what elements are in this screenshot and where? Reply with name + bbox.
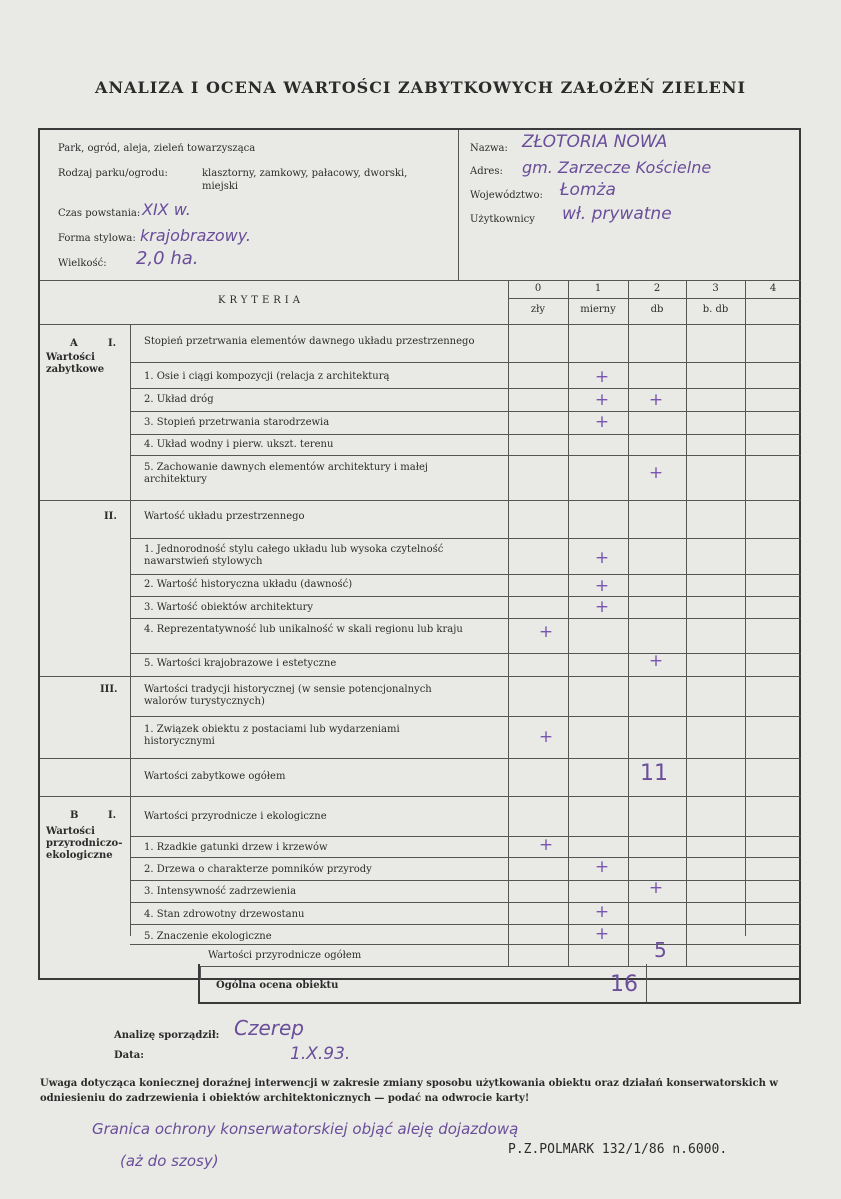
row-line — [130, 434, 801, 435]
a1-row-1: 1. Osie i ciągi kompozycji (relacja z architekturą — [144, 371, 390, 382]
col-line — [646, 964, 647, 1002]
woj-label: Województwo: — [470, 190, 543, 201]
score-label-1: mierny — [580, 304, 616, 315]
section-a-roman-3: III. — [100, 684, 118, 695]
row-line — [40, 796, 801, 797]
uzyt-label: Użytkownicy — [470, 214, 535, 225]
section-a-roman-2: II. — [104, 511, 117, 522]
section-b-roman-1: I. — [108, 810, 117, 821]
row-line — [130, 388, 801, 389]
col-line — [568, 280, 569, 966]
score-label-3: b. db — [702, 304, 729, 315]
row-line — [40, 676, 801, 677]
col-line — [745, 280, 746, 936]
score-label-0: zły — [530, 304, 546, 315]
section-b-tag: B — [70, 810, 79, 821]
a1-row-4: 4. Układ wodny i pierw. ukszt. terenu — [144, 439, 334, 450]
row-line — [130, 618, 801, 619]
park-type-line: Park, ogród, aleja, zieleń towarzysząca — [58, 143, 256, 154]
kryteria-label: KRYTERIA — [218, 295, 304, 306]
a1-row-3: 3. Stopień przetrwania starodrzewia — [144, 417, 330, 428]
a-total-label: Wartości zabytkowe ogółem — [144, 771, 286, 782]
wielkosc-label: Wielkość: — [58, 258, 107, 269]
mark-a2-4: + — [538, 622, 554, 642]
a2-title: Wartość układu przestrzennego — [144, 511, 305, 522]
mark-a2-1: + — [594, 548, 610, 568]
mark-a1-2: + — [594, 390, 610, 410]
a2-row-1: 1. Jednorodność stylu całego układu lub wysoka czytelność nawarstwień stylowych — [144, 544, 444, 567]
nazwa-label: Nazwa: — [470, 143, 508, 154]
uzyt-value: wł. prywatne — [562, 204, 672, 224]
b-total-label: Wartości przyrodnicze ogółem — [208, 950, 362, 961]
row-line — [40, 758, 801, 759]
section-b-name: Wartości przyrodniczo-ekologiczne — [46, 826, 123, 861]
score-0: 0 — [534, 283, 542, 294]
rodzaj-label: Rodzaj parku/ogrodu: — [58, 168, 168, 179]
rodzaj-options: klasztorny, zamkowy, pałacowy, dworski, — [202, 168, 408, 179]
row-line — [130, 716, 801, 717]
a2-row-5: 5. Wartości krajobrazowe i estetyczne — [144, 658, 337, 669]
mark-a1-2b: + — [648, 390, 664, 410]
overall-value: 16 — [610, 972, 638, 997]
a1-title: Stopień przetrwania elementów dawnego układu przestrzennego — [144, 336, 475, 347]
section-a-name: Wartości zabytkowe — [46, 352, 105, 375]
mark-a2-5: + — [648, 651, 664, 671]
data-value: 1.X.93. — [290, 1044, 351, 1064]
section-col-line — [130, 324, 131, 936]
row-line — [40, 500, 801, 501]
forma-value: krajobrazowy. — [140, 226, 252, 245]
section-a-roman-1: I. — [108, 338, 117, 349]
b-total-value: 5 — [654, 938, 667, 962]
data-label: Data: — [114, 1050, 144, 1061]
a3-row-1: 1. Związek obiektu z postaciami lub wydarzeniami historycznymi — [144, 724, 400, 747]
divider — [458, 130, 459, 280]
b-row-1: 1. Rzadkie gatunki drzew i krzewów — [144, 842, 328, 853]
handwritten-note-1: Granica ochrony konserwatorskiej objąć aleję dojazdową — [92, 1120, 519, 1138]
form-title: ANALIZA I OCENA WARTOŚCI ZABYTKOWYCH ZAŁOŻEŃ ZIELENI — [95, 78, 746, 97]
section-a-tag: A — [70, 338, 78, 349]
row-line — [130, 538, 801, 539]
analiza-value: Czerep — [234, 1016, 304, 1040]
czas-value: XIX w. — [142, 200, 191, 219]
mark-b-3: + — [648, 878, 664, 898]
score-4: 4 — [769, 283, 777, 294]
adres-value: gm. Zarzecze Kościelne — [522, 158, 712, 177]
wielkosc-value: 2,0 ha. — [136, 248, 199, 269]
uwaga-note: Uwaga dotycząca koniecznej doraźnej interwencji w zakresie zmiany sposobu użytkowania obiektu oraz działań konserwatorskich w odniesieniu do zadrzewienia i obiektów architektonicznych — podać na odwrocie karty! — [40, 1078, 778, 1104]
a2-row-4: 4. Reprezentatywność lub unikalność w skali regionu lub kraju — [144, 624, 463, 635]
score-1: 1 — [594, 283, 602, 294]
mark-a1-5: + — [648, 463, 664, 483]
czas-label: Czas powstania: — [58, 208, 141, 219]
row-line — [130, 944, 801, 945]
row-line — [130, 411, 801, 412]
b-row-3: 3. Intensywność zadrzewienia — [144, 886, 297, 897]
overall-label: Ogólna ocena obiektu — [216, 980, 339, 991]
a1-row-5: 5. Zachowanie dawnych elementów architektury i małej architektury — [144, 462, 428, 485]
mark-b-5: + — [594, 924, 610, 944]
col-line — [508, 280, 509, 966]
a3-title: Wartości tradycji historycznej (w sensie potencjonalnych walorów turystycznych) — [144, 684, 432, 707]
mark-a1-1: + — [594, 367, 610, 387]
analiza-label: Analizę sporządził: — [114, 1030, 220, 1041]
overall-box — [198, 964, 801, 1004]
nazwa-value: ZŁOTORIA NOWA — [522, 132, 668, 152]
row-line — [130, 574, 801, 575]
row-line — [130, 924, 801, 925]
woj-value: Łomża — [560, 180, 616, 200]
row-line — [130, 596, 801, 597]
a1-row-2: 2. Układ dróg — [144, 394, 214, 405]
divider — [508, 298, 801, 299]
col-line — [628, 280, 629, 966]
a2-row-3: 3. Wartość obiektów architektury — [144, 602, 314, 613]
score-label-2: db — [650, 304, 664, 315]
b-row-4: 4. Stan zdrowotny drzewostanu — [144, 909, 305, 920]
mark-b-4: + — [594, 902, 610, 922]
adres-label: Adres: — [470, 166, 503, 177]
col-line — [686, 280, 687, 966]
forma-label: Forma stylowa: — [58, 233, 136, 244]
a2-row-2: 2. Wartość historyczna układu (dawność) — [144, 579, 353, 590]
b-row-2: 2. Drzewa o charakterze pomników przyrody — [144, 864, 372, 875]
score-3: 3 — [712, 283, 719, 294]
row-line — [130, 836, 801, 837]
mark-b-1: + — [538, 835, 554, 855]
rodzaj-options-2: miejski — [202, 181, 239, 192]
print-code: P.Z.POLMARK 132/1/86 n.6000. — [508, 1142, 728, 1157]
row-line — [130, 902, 801, 903]
row-line — [130, 857, 801, 858]
handwritten-note-2: (aż do szosy) — [120, 1152, 219, 1170]
row-line — [130, 455, 801, 456]
mark-b-2: + — [594, 857, 610, 877]
a-total-value: 11 — [640, 761, 668, 786]
mark-a3-1: + — [538, 727, 554, 747]
row-line — [130, 653, 801, 654]
mark-a2-3: + — [594, 597, 610, 617]
row-line — [130, 362, 801, 363]
b1-title: Wartości przyrodnicze i ekologiczne — [144, 811, 327, 822]
row-line — [130, 880, 801, 881]
mark-a2-2: + — [594, 576, 610, 596]
mark-a1-3: + — [594, 412, 610, 432]
b-row-5: 5. Znaczenie ekologiczne — [144, 931, 272, 942]
score-2: 2 — [653, 283, 661, 294]
